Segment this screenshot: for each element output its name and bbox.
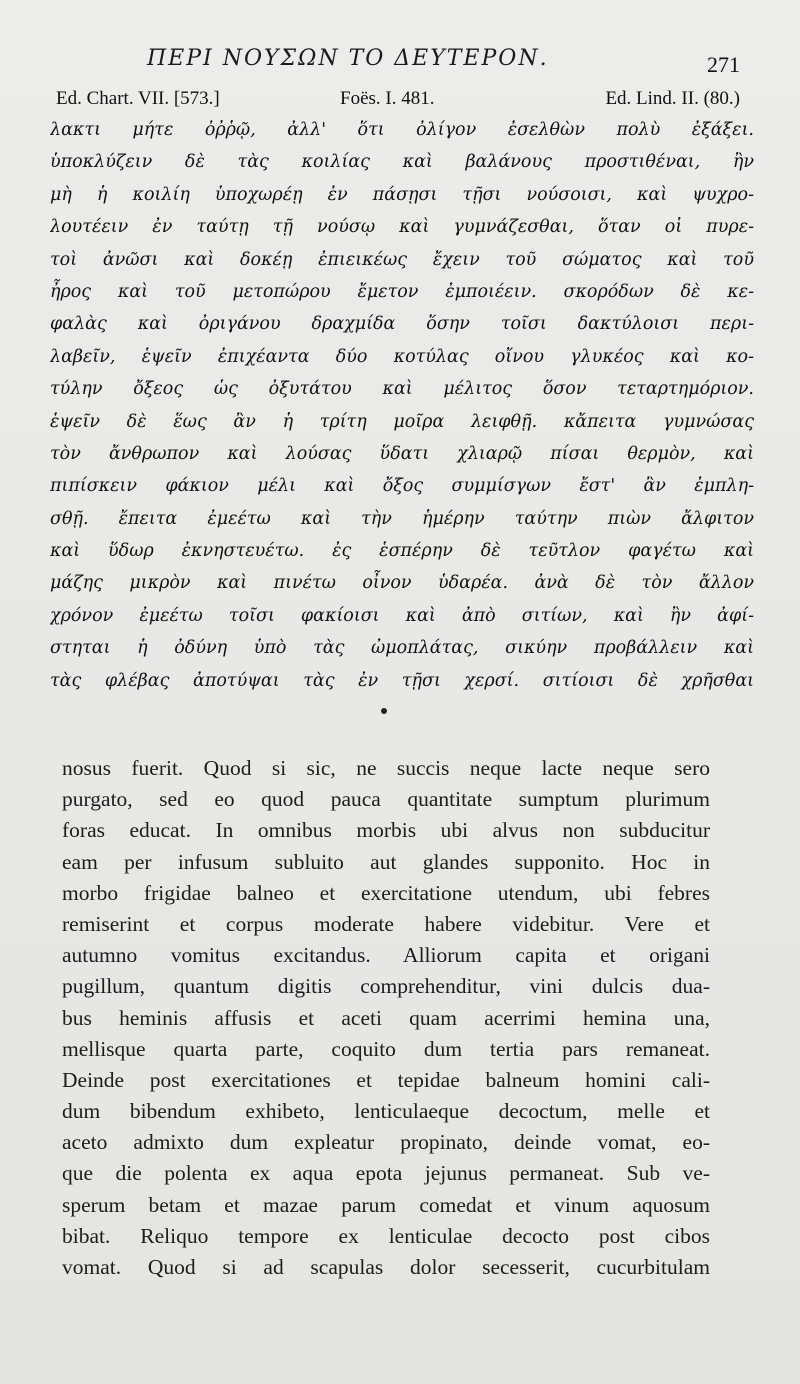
greek-line: ὑποκλύζειν δὲ τὰς κοιλίας καὶ βαλάνους προστιθέναι, ἢν [50,152,754,173]
latin-line: vomat. Quod si ad scapulas dolor secesserit, cucurbitulam [62,1255,710,1279]
greek-line: μὴ ἡ κοιλίη ὑποχωρέῃ ἐν πάσῃσι τῇσι νούσοισι, καὶ ψυχρο- [50,184,754,205]
greek-line: φαλὰς καὶ ὀριγάνου δραχμίδα ὅσην τοῖσι δακτύλοισι περι- [50,314,754,335]
latin-line: foras educat. In omnibus morbis ubi alvus non subducitur [62,818,710,843]
greek-line: χρόνον ἐμεέτω τοῖσι φακίοισι καὶ ἀπὸ σιτίων, καὶ ἢν ἀφί- [50,605,754,626]
latin-line: pugillum, quantum digitis comprehenditur, vini dulcis dua- [62,974,710,999]
latin-line: morbo frigidae balneo et exercitatione utendum, ubi febres [62,880,710,905]
latin-line: remiserint et corpus moderate habere videbitur. Vere et [62,911,710,936]
greek-line: μάζης μικρὸν καὶ πινέτω οἶνον ὑδαρέα. ἀνὰ δὲ τὸν ἄλλον [50,573,754,594]
running-title: ΠΕΡΙ ΝΟΥΣΩΝ ΤΟ ΔΕΥΤΕΡΟΝ. [147,46,549,71]
greek-line: σθῇ. ἔπειτα ἐμεέτω καὶ τὴν ἡμέρην ταύτην πιὼν ἄλφιτον [50,508,754,529]
latin-line: bus heminis affusis et aceti quam acerrimi hemina una, [62,1005,710,1030]
greek-line: λακτι μήτε ὀῤῥῷ, ἀλλ' ὅτι ὀλίγον ἐσελθὼν πολὺ ἐξάξει. [50,120,754,140]
latin-line: dum bibendum exhibeto, lenticulaeque decoctum, melle et [62,1099,710,1124]
greek-line: λουτέειν ἐν ταύτῃ τῇ νούσῳ καὶ γυμνάζεσθαι, ὅταν οἱ πυρε- [50,217,754,238]
edition-references [52,88,740,114]
greek-line: ἑψεῖν δὲ ἕως ἂν ἡ τρίτη μοῖρα λειφθῇ. κἄπειτα γυμνώσας [50,411,754,432]
latin-line: sperum betam et mazae parum comedat et vinum aquosum [62,1192,710,1217]
latin-line: purgato, sed eo quod pauca quantitate sumptum plurimum [62,787,710,812]
greek-line: τὰς φλέβας ἀποτύψαι τὰς ἐν τῇσι χερσί. σιτίοισι δὲ χρῆσθαι [50,670,754,691]
greek-line: στηται ἡ ὀδύνη ὑπὸ τὰς ὠμοπλάτας, σικύην προβάλλειν καὶ [50,638,754,659]
latin-text-block [62,753,710,1283]
latin-line: Deinde post exercitationes et tepidae balneum homini cali- [62,1067,710,1092]
edition-linden: Ed. Lind. II. (80.) [605,88,740,109]
latin-line: autumno vomitus excitandus. Alliorum capita et origani [62,943,710,968]
greek-line: τύλην ὄξεος ὡς ὀξυτάτου καὶ μέλιτος ὅσον τεταρτημόριον. [50,379,754,400]
latin-line: que die polenta ex aqua epota jejunus permaneat. Sub ve- [62,1161,710,1186]
greek-text-block [50,114,754,697]
greek-line: καὶ ὕδωρ ἐκνηστευέτω. ἐς ἑσπέρην δὲ τεῦτλον φαγέτω καὶ [50,541,754,562]
latin-line: eam per infusum subluito aut glandes supponito. Hoc in [62,849,710,874]
greek-line: τοὶ ἀνῶσι καὶ δοκέῃ ἐπιεικέως ἔχειν τοῦ σώματος καὶ τοῦ [50,249,754,270]
page-header [52,44,740,78]
latin-line: mellisque quarta parte, coquito dum tertia pars remaneat. [62,1036,710,1061]
latin-line: aceto admixto dum expleatur propinato, deinde vomat, eo- [62,1130,710,1155]
page-number: 271 [707,52,740,77]
greek-line: πιπίσκειν φάκιον μέλι καὶ ὄξος συμμίσγων ἔστ' ἂν ἐμπλη- [50,476,754,497]
edition-chartier: Ed. Chart. VII. [573.] [56,88,220,109]
latin-line: nosus fuerit. Quod si sic, ne succis neque lacte neque sero [62,756,710,780]
greek-line: λαβεῖν, ἑψεῖν ἐπιχέαντα δύο κοτύλας οἴνου γλυκέος καὶ κο- [50,346,754,367]
greek-line: ἦρος καὶ τοῦ μετοπώρου ἔμετον ἐμποιέειν. σκορόδων δὲ κε- [50,281,754,302]
latin-line: bibat. Reliquo tempore ex lenticulae decocto post cibos [62,1223,710,1248]
edition-foes: Foës. I. 481. [340,88,435,109]
section-divider-dot [381,708,387,714]
greek-line: τὸν ἄνθρωπον καὶ λούσας ὕδατι χλιαρῷ πίσαι θερμὸν, καὶ [50,443,754,464]
